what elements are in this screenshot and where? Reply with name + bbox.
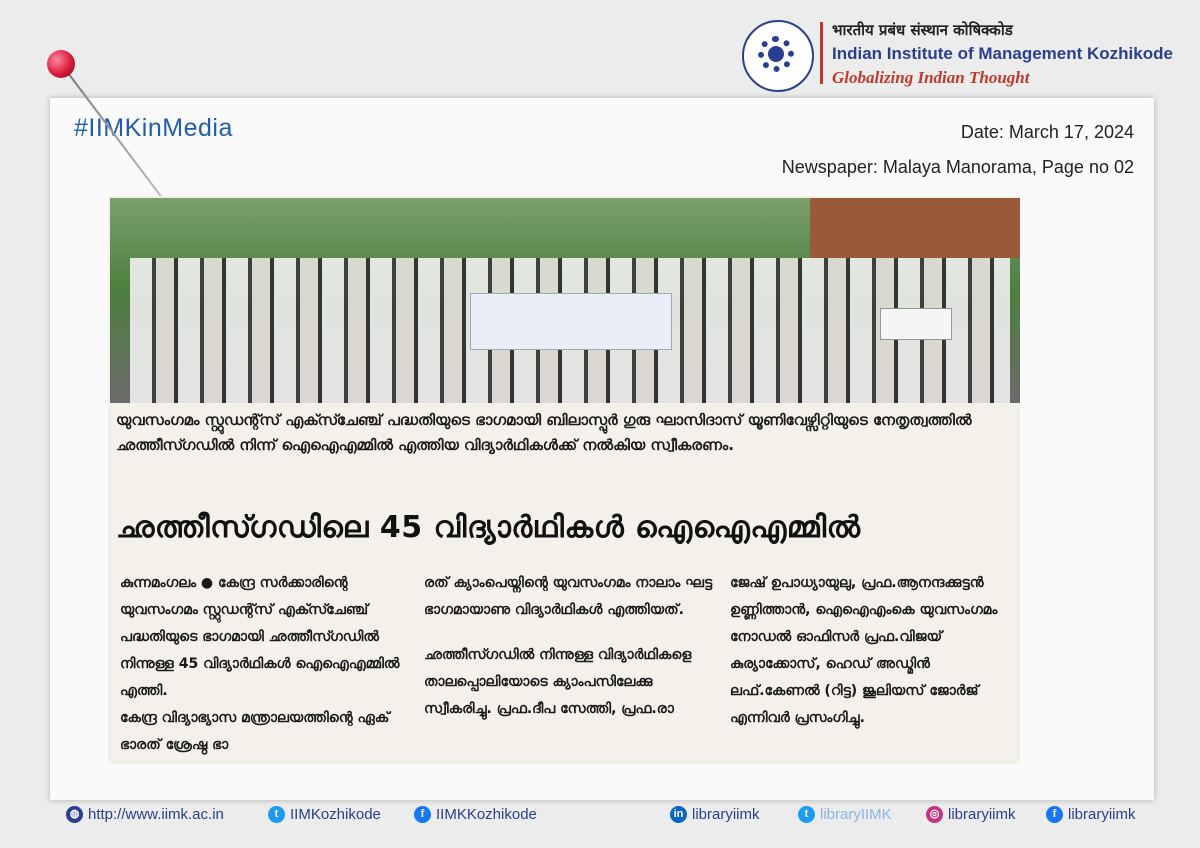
instagram-icon: ◎: [926, 806, 943, 823]
twitter-library-link[interactable]: t libraryIIMK: [798, 806, 892, 823]
linkedin-icon: in: [670, 806, 687, 823]
push-pin-icon: [47, 50, 75, 78]
globe-icon: ◍: [66, 806, 83, 823]
linkedin-link[interactable]: in libraryiimk: [670, 806, 760, 823]
facebook-icon: f: [414, 806, 431, 823]
twitter-icon: t: [268, 806, 285, 823]
instagram-link[interactable]: ◎ libraryiimk: [926, 806, 1016, 823]
newspaper-source: Newspaper: Malaya Manorama, Page no 02: [781, 157, 1134, 177]
article-column-1: [120, 570, 412, 759]
paragraph: കേന്ദ്ര വിദ്യാഭ്യാസ മന്ത്രാലയത്തിന്റെ ഏക് ഭാരത് ശ്രേഷ്ഠ ഭാ: [120, 710, 390, 753]
article-date: Date: March 17, 2024: [960, 122, 1134, 142]
institute-name-english: Indian Institute of Management Kozhikode: [832, 44, 1173, 63]
paragraph: ജേഷ് ഉപാധ്യായുലു, പ്രഫ.ആനന്ദക്കുട്ടൻ ഉണ്ണിത്താൻ, ഐഐഎംകെ യുവസംഗമം നോഡൽ ഓഫിസർ പ്രഫ.വിജയ് കുര്യാക്കോസ്, ഹെഡ് അഡ്മിൻ ലഫ്.കേണൽ (റിട്ട) ജൂലിയസ് ജോർജ് എന്നിവർ പ്രസംഗിച്ചു.: [730, 575, 998, 726]
facebook-library-link[interactable]: f libraryiimk: [1046, 806, 1136, 823]
photo-caption: യുവസംഗമം സ്റ്റുഡന്റ്സ് എക്സ്ചേഞ്ച് പദ്ധതിയുടെ ഭാഗമായി ബിലാസ്പുർ ഗുരു ഘാസിദാസ് യൂണിവേഴ്സിറ്റിയുടെ നേതൃത്വത്തിൽ ഛത്തീസ്ഗഡിൽ നിന്ന് ഐഐഎമ്മിൽ എത്തിയ വിദ്യാർഥികൾക്ക് നൽകിയ സ്വീകരണം.: [116, 411, 972, 454]
paragraph: ഛത്തീസ്ഗഡിൽ നിന്നുള്ള വിദ്യാർഥികളെ താലപ്പൊലിയോടെ ക്യാംപസിലേക്കു സ്വീകരിച്ചു. പ്രഫ.ദീപ സേത്തി, പ്രഫ.രാ: [424, 647, 692, 717]
website-link[interactable]: ◍ http://www.iimk.ac.in: [66, 806, 224, 823]
iimk-logo: [742, 20, 814, 92]
logo-divider: [820, 22, 823, 84]
institute-name-hindi: भारतीय प्रबंध संस्थान कोषिक्कोड: [832, 21, 1013, 39]
article-headline: ഛത്തീസ്ഗഡിലെ 45 വിദ്യാർഥികൾ ഐഐഎമ്മിൽ: [116, 510, 861, 545]
facebook-icon: f: [1046, 806, 1063, 823]
photo-banner: [470, 293, 672, 350]
article-column-3: [730, 570, 1022, 732]
twitter-icon: t: [798, 806, 815, 823]
article-column-2: [424, 570, 716, 723]
institute-tagline: Globalizing Indian Thought: [832, 68, 1030, 87]
twitter-link[interactable]: t IIMKozhikode: [268, 806, 381, 823]
paragraph: കുന്നമംഗലം ● കേന്ദ്ര സർക്കാരിന്റെ യുവസംഗമം സ്റ്റുഡന്റ്സ് എക്സ്ചേഞ്ച് പദ്ധതിയുടെ ഭാഗമായി ഛത്തീസ്ഗഡിൽ നിന്നുള്ള 45 വിദ്യാർഥികൾ ഐഐഎമ്മിൽ എത്തി.: [120, 575, 400, 699]
hashtag-title: #IIMKinMedia: [74, 114, 233, 142]
facebook-link[interactable]: f IIMKKozhikode: [414, 806, 537, 823]
group-photo: [110, 198, 1020, 403]
paragraph: രത് ക്യാംപെയ്നിന്റെ യുവസംഗമം നാലാം ഘട്ട ഭാഗമായാണു വിദ്യാർഥികൾ എത്തിയത്.: [424, 575, 713, 618]
